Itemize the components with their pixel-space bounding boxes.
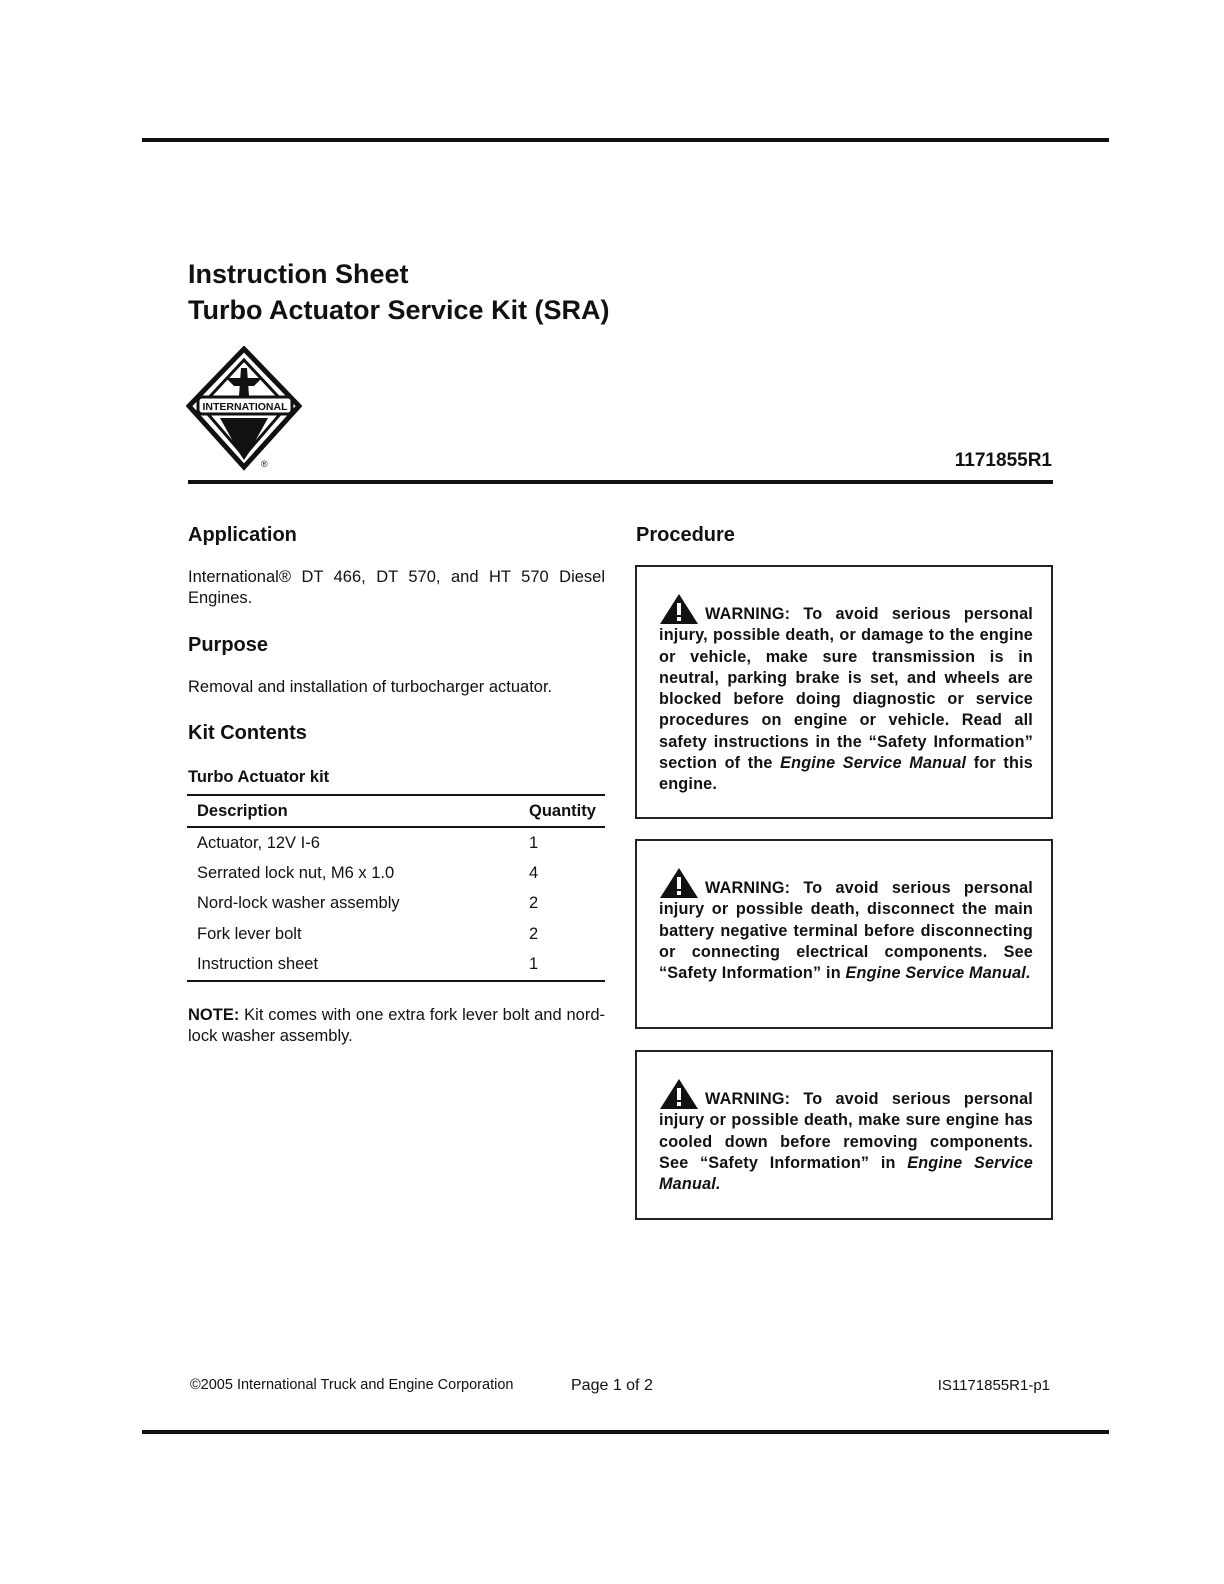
warning-text: To avoid serious personal injury, possible death, or damage to the engine or vehicle, make sure transmission is in neutral, parking brake is set, and wheels are blocked before doing diagnostic or service procedures on engine or vehicle. Read all safety instructions in the “Safety Information” section of the [659,605,1033,773]
footer-copyright: ©2005 International Truck and Engine Corporation [190,1377,514,1393]
note-text: Kit comes with one extra fork lever bolt and nord-lock washer assembly. [188,1006,605,1045]
table-row [187,919,605,949]
manual-reference: Engine Service Manual. [659,1153,1033,1194]
procedure-heading: Procedure [636,524,735,546]
warning-label: WARNING: [705,1090,791,1108]
purpose-heading: Purpose [188,634,269,656]
header-rule [188,480,1053,484]
row-quantity: 1 [529,950,605,981]
row-description: Instruction sheet [187,950,529,981]
table-row [187,950,605,981]
bottom-rule [142,1430,1109,1434]
international-logo [186,346,304,472]
registered-mark: ® [261,459,268,469]
warning-label: WARNING: [705,605,791,623]
row-description: Fork lever bolt [197,924,302,943]
top-rule [142,138,1109,142]
warning-text: To avoid serious personal injury or possible death, make sure engine has cooled down before removing components. See “Safety Information” in [659,1090,1033,1172]
kit-contents-heading: Kit Contents [188,722,307,744]
warning-label: WARNING: [705,879,791,897]
table-header-row [187,795,605,827]
application-heading: Application [188,524,297,546]
purpose-text: Removal and installation of turbocharger actuator. [188,678,553,696]
logo-wordmark: INTERNATIONAL [202,401,288,413]
document-number: 1171855R1 [954,450,1052,471]
kit-note [188,1005,605,1047]
column-header-quantity: Quantity [529,795,605,827]
column-header-description: Description [187,795,529,827]
kit-subheading: Turbo Actuator kit [188,768,330,786]
row-description: Serrated lock nut, M6 x 1.0 [197,864,395,883]
note-label: NOTE: [188,1006,240,1024]
warning-box-2 [635,839,1053,1029]
warning-triangle-icon [659,593,699,625]
table-row [187,858,605,888]
footer-document-id: IS1171855R1-p1 [937,1377,1050,1394]
warning-text: To avoid serious personal injury or possible death, disconnect the main battery negative terminal before disconnecting or connecting electrical components. See “Safety Information” in [659,879,1033,983]
table-row [187,889,605,919]
warning-box-3 [635,1050,1053,1220]
warning-tail: for this engine. [659,754,1033,794]
warning-box-1 [635,565,1053,819]
row-quantity: 2 [529,894,539,913]
kit-contents-table [187,794,605,982]
row-quantity: 4 [529,864,539,883]
page-title: Instruction Sheet [188,259,409,289]
application-text: International® DT 466, DT 570, and HT 570 Diesel Engines. [188,568,605,607]
page-subtitle: Turbo Actuator Service Kit (SRA) [188,295,610,325]
row-description: Nord-lock washer assembly [197,894,400,913]
manual-reference: Engine Service Manual. [845,964,1031,983]
row-quantity: 2 [529,924,539,943]
row-description: Actuator, 12V I-6 [197,833,320,852]
row-quantity: 1 [529,833,539,852]
table-row [187,827,605,858]
manual-reference: Engine Service Manual [780,754,967,773]
footer-page-number: Page 1 of 2 [571,1377,653,1394]
warning-triangle-icon [659,867,699,899]
warning-triangle-icon [659,1078,699,1110]
